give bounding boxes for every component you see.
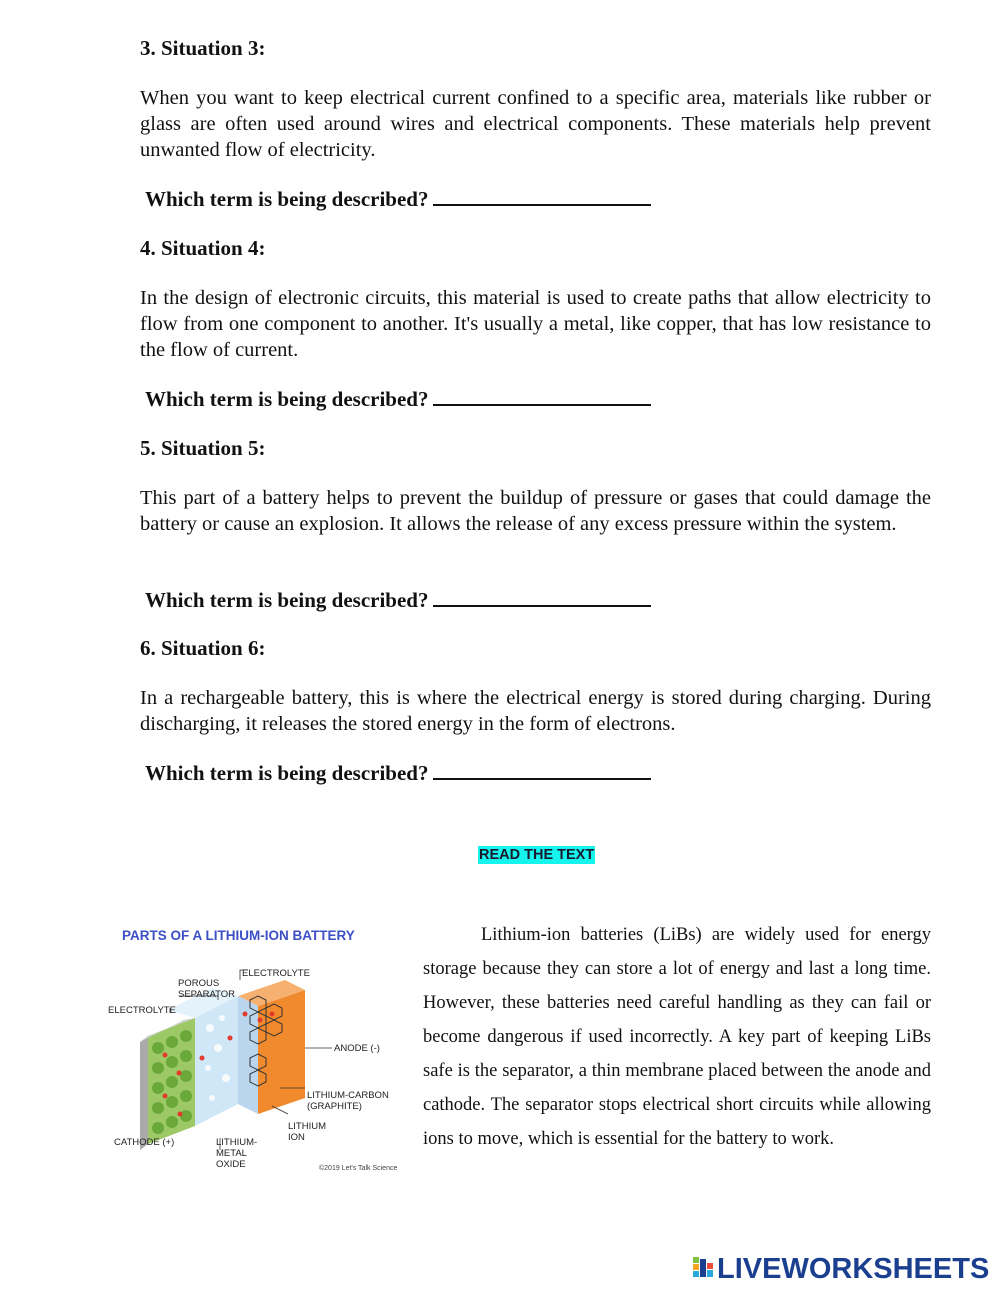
situation-4-question [145,386,651,412]
label-electrolyte-top: ELECTROLYTE [242,968,310,979]
situation-5-text: This part of a battery helps to prevent the buildup of pressure or gases that could damage the battery or cause an explosion. It allows the release of any excess pressure within the system. [140,487,931,535]
label-electrolyte-left: ELECTROLYTE [108,1005,176,1016]
liveworksheets-logo[interactable] [693,1253,989,1285]
answer-blank-3[interactable] [433,186,651,206]
situation-6-question [145,760,651,786]
label-lithium-ion-2: ION [288,1132,305,1143]
label-separator: SEPARATOR [178,989,236,1000]
label-lithium-carbon: LITHIUM-CARBON [307,1090,389,1101]
reading-text: Lithium-ion batteries (LiBs) are widely used for energy storage because they can store a lot of energy and last a long time. However, these batteries need careful handling as they can fail or become dangerous if used incorrectly. A key part of keeping LiBs safe is the separator, a thin membrane placed between the anode and cathode. The separator stops electrical short circuits while allowing ions to move, which is essential for the battery to work. [423,925,931,1149]
label-cathode: CATHODE (+) [114,1137,175,1148]
cathode-casing-side [140,1036,148,1150]
situation-6-heading: 6. Situation 6: [140,636,266,660]
question-label: Which term is being described? [145,387,429,411]
figure-copyright: ©2019 Let's Talk Science [319,1165,398,1172]
label-graphite: (GRAPHITE) [307,1101,362,1112]
situation-5-question [145,587,651,613]
label-lmo-3: OXIDE [216,1159,246,1170]
situation-6-text: In a rechargeable battery, this is where the electrical energy is stored during charging. During discharging, it releases the stored energy in the form of electrons. [140,687,931,735]
label-lmo-2: METAL [216,1148,247,1159]
situation-4-text: In the design of electronic circuits, this material is used to create paths that allow electricity to flow from one component to another. It's usually a metal, like copper, that has low resistance to the flow of current. [140,287,931,361]
liveworksheets-wordmark: LIVEWORKSHEETS [717,1252,990,1285]
answer-blank-4[interactable] [433,386,651,406]
separator-block [195,996,238,1126]
question-label: Which term is being described? [145,761,429,785]
read-the-text-banner: READ THE TEXT [479,847,595,863]
label-anode: ANODE (-) [334,1043,380,1054]
label-lmo-1: LITHIUM- [216,1137,258,1148]
label-lithium-ion-1: LITHIUM [288,1121,326,1132]
situation-4-heading: 4. Situation 4: [140,236,266,260]
battery-diagram-svg [100,918,405,1178]
answer-blank-6[interactable] [433,760,651,780]
situation-3-text: When you want to keep electrical current confined to a specific area, materials like rubber or glass are often used around wires and electrical components. These materials help prevent unwanted flow of electricity. [140,87,931,161]
figure-title: PARTS OF A LITHIUM-ION BATTERY [122,928,355,943]
battery-diagram [100,918,405,1178]
answer-blank-5[interactable] [433,587,651,607]
liveworksheets-mark-icon [693,1257,715,1281]
situation-3-question [145,186,651,212]
question-label: Which term is being described? [145,187,429,211]
question-label: Which term is being described? [145,588,429,612]
situation-3-heading: 3. Situation 3: [140,36,266,60]
label-porous: POROUS [178,978,220,989]
situation-5-heading: 5. Situation 5: [140,436,266,460]
reading-passage [423,918,931,1156]
